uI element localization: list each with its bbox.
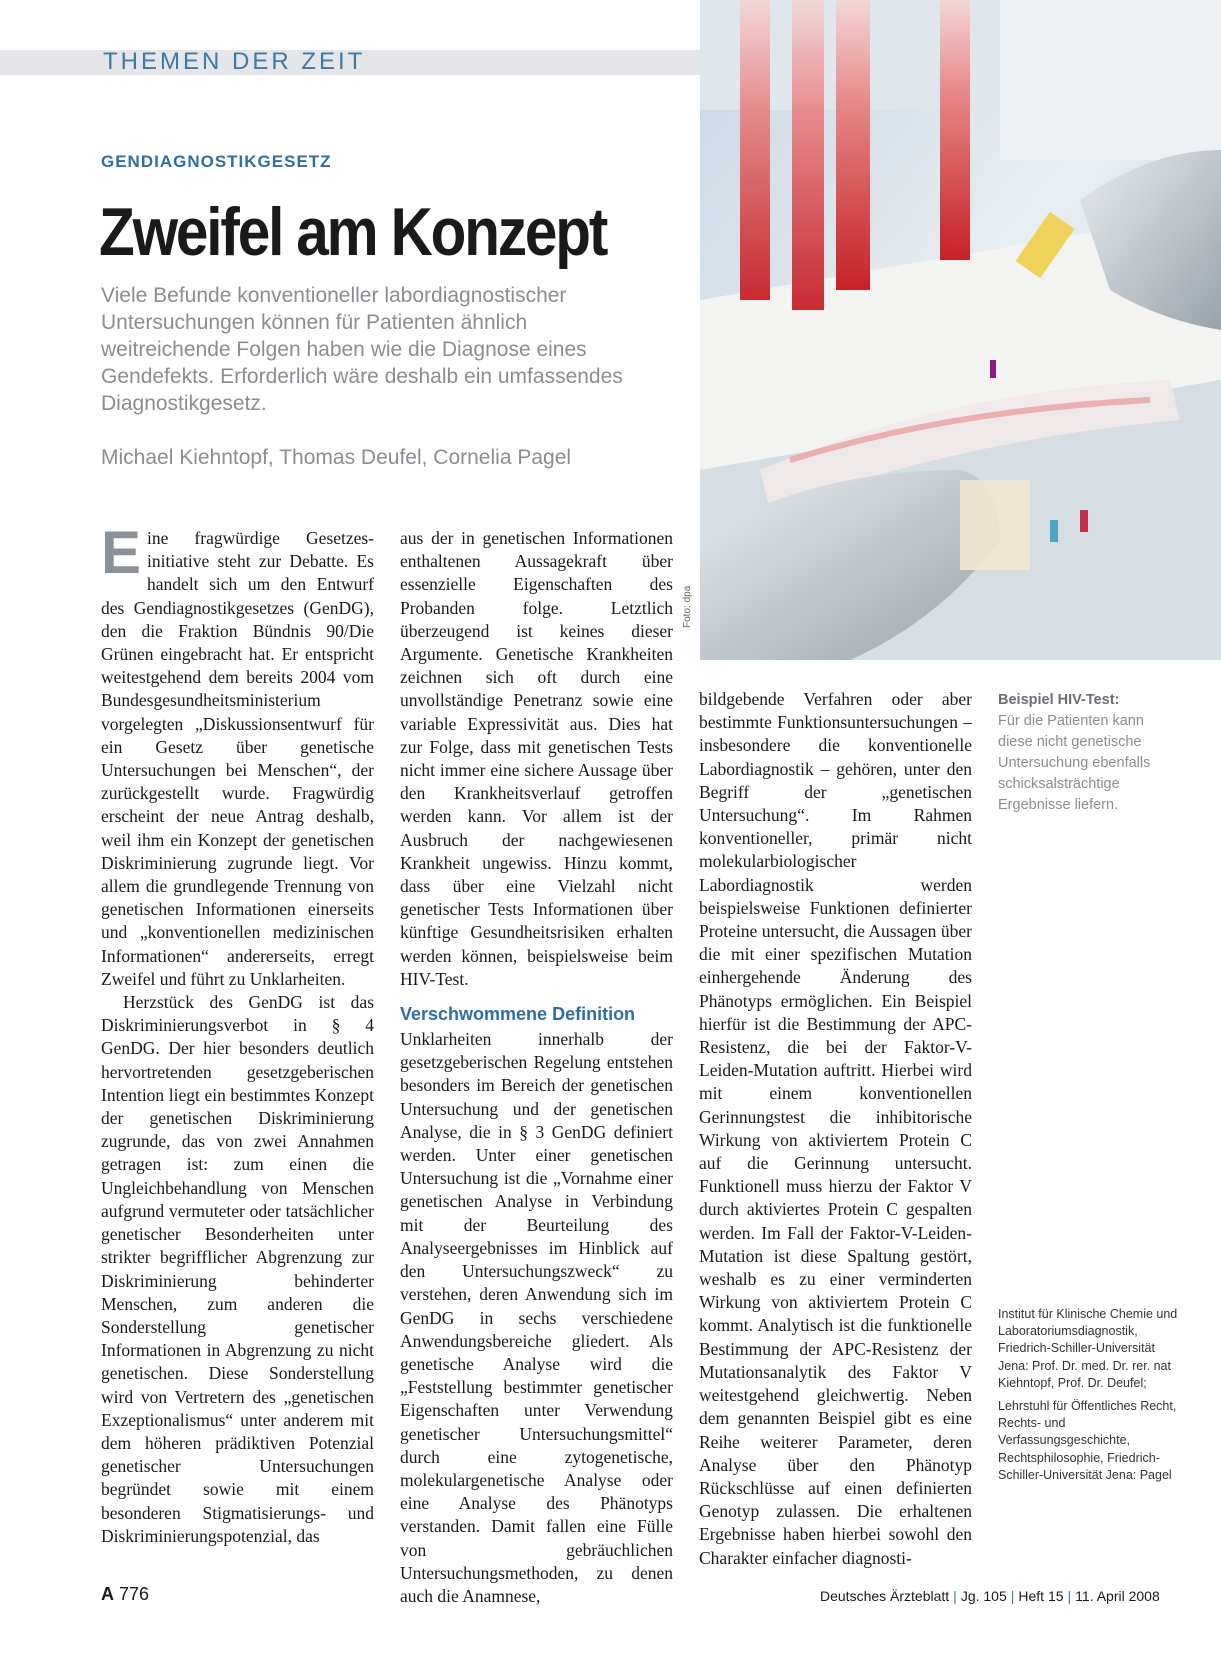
affiliation-entry: Institut für Klinische Chemie und Laboratoriumsdiagnostik, Friedrich-Schiller-Universität Jena: Prof. Dr. med. Dr. rer. nat Kiehntopf, Prof. Dr. Deufel; bbox=[998, 1307, 1178, 1390]
separator: | bbox=[953, 1588, 957, 1604]
article-title: Zweifel am Konzept bbox=[99, 194, 607, 270]
page-number-value: 776 bbox=[119, 1584, 150, 1604]
text-column-1 bbox=[101, 519, 374, 1548]
author-affiliations bbox=[998, 1306, 1178, 1490]
journal-date: 11. April 2008 bbox=[1075, 1588, 1160, 1604]
separator: | bbox=[1067, 1588, 1072, 1604]
caption-heading: Beispiel HIV-Test: bbox=[998, 692, 1120, 708]
section-label: THEMEN DER ZEIT bbox=[103, 48, 366, 75]
body-paragraph: Herzstück des GenDG ist das Diskriminierungsverbot in § 4 GenDG. Der hier besonders deutlich hervortretenden gesetzgeberischen Intention liegt ein bestimmtes Konzept der genetischen Diskriminierung zugrunde, das von zwei Annahmen getragen ist: zum einen die Ungleichbehandlung von Menschen aufgrund vermuteter oder tatsächlicher genetischer Besonderheiten unter strikter begrifflicher Abgrenzung zur Diskriminierung behinderter Menschen, zum anderen die Sonderstellung genetischer Informationen in Abgrenzung zu nicht genetischen. Diese Sonderstellung wird von Vertretern des „genetischen Exzeptionalismus“ unter anderem mit dem höheren prädiktiven Potenzial genetischer Untersuchungen begründet sowie mit einem besonderen Stigmatisierungs- und Diskriminierungspotenzial, das bbox=[101, 992, 374, 1546]
page-number bbox=[101, 1584, 149, 1605]
body-paragraph: aus der in genetischen Informationen enthaltenen Aussagekraft über essenzielle Eigenschaften des Probanden folge. Letztlich überzeugend ist keines dieser Argumente. Genetische Krankheiten zeichnen sich oft durch eine unvollständige Penetranz sowie eine variable Expressivität aus. Dies hat zur Folge, dass mit genetischen Tests nicht immer eine sichere Aussage über den Krankheitsverlauf getroffen werden kann. Vor allem ist der Ausbruch der nachgewiesenen Krankheit ungewiss. Hinzu kommt, dass über eine Vielzahl nicht genetischer Tests Informationen über künftige Gesundheitsrisiken erhalten werden können, beispielsweise beim HIV-Test. bbox=[400, 528, 673, 989]
drop-cap: E bbox=[101, 519, 142, 586]
subheading: Verschwommene Definition bbox=[400, 1004, 636, 1025]
article-authors: Michael Kiehntopf, Thomas Deufel, Cornelia Pagel bbox=[101, 446, 572, 469]
text-column-2 bbox=[400, 527, 673, 1608]
body-paragraph bbox=[101, 519, 374, 991]
lab-photo-illustration bbox=[700, 0, 1221, 660]
journal-footer bbox=[820, 1588, 1160, 1604]
photo-caption bbox=[998, 690, 1178, 816]
lab-photo bbox=[700, 0, 1221, 660]
separator: | bbox=[1010, 1588, 1015, 1604]
caption-text: Für die Patienten kann diese nicht genetische Untersuchung ebenfalls schicksalsträchtige Ergebnisse liefern. bbox=[998, 713, 1151, 813]
text-column-3 bbox=[699, 688, 972, 1570]
body-paragraph: Unklarheiten innerhalb der gesetzgeberischen Regelung entstehen besonders im Bereich der genetischen Untersuchung und der genetischen Analyse, die in § 3 GenDG definiert werden. Unter einer genetischen Untersuchung ist die „Vornahme einer genetischen Analyse in Verbindung mit der Beurteilung des Analyseergebnisses im Hinblick auf den Untersuchungszweck“ zu verstehen, deren Anwendung sich im GenDG in sechs verschiedene Anwendungsbereiche gliedert. Als genetische Analyse wird die „Feststellung bestimmter genetischer Eigenschaften unter Verwendung genetischer Untersuchungsmittel“ durch eine zytogenetische, molekulargenetische Analyse oder eine Analyse des Phänotyps verstanden. Damit fallen eine Fülle von gebräuchlichen Untersuchungsmethoden, zu denen auch die Anamnese, bbox=[400, 1029, 673, 1606]
page-prefix: A bbox=[101, 1584, 114, 1604]
affiliation-entry: Lehrstuhl für Öffentliches Recht, Rechts- und Verfassungsgeschichte, Rechtsphilosophie, Friedrich-Schiller-Universität Jena: Pagel bbox=[998, 1399, 1177, 1482]
paragraph-text: ine fragwürdige Gesetzes-initiative steht zur Debatte. Es handelt sich um den Entwurf des Gendiagnostikgesetzes (GenDG), den die Fraktion Bündnis 90/Die Grünen eingebracht hat. Er entspricht weitestgehend dem bereits 2004 vom Bundesgesundheitsministerium vorgelegten „Diskussionsentwurf für ein Gesetz über genetische Untersuchungen bei Menschen“, der zurückgestellt wurde. Fragwürdig erscheint der neue Antrag deshalb, weil ihm ein Konzept der genetischen Diskriminierung zugrunde liegt. Vor allem die grundlegende Trennung von genetischen Informationen einerseits und „konventionellen medizinischen Informationen“ andererseits, erregt Zweifel und führt zu Unklarheiten. bbox=[101, 528, 374, 989]
journal-name: Deutsches Ärzteblatt bbox=[820, 1588, 950, 1604]
article-kicker: GENDIAGNOSTIKGESETZ bbox=[101, 152, 332, 171]
journal-issue: Heft 15 bbox=[1018, 1588, 1064, 1604]
article-lead: Viele Befunde konventioneller labordiagnostischer Untersuchungen können für Patienten ähnlich weitreichende Folgen haben wie die Diagnose eines Gendefekts. Erforderlich wäre deshalb ein umfassendes Diagnostikgesetz. bbox=[101, 284, 623, 415]
body-paragraph: bildgebende Verfahren oder aber bestimmte Funktionsuntersuchungen – insbesondere die konventionelle Labordiagnostik – gehören, unter den Begriff der „genetischen Untersuchung“. Im Rahmen konventioneller, primär nicht molekularbiologischer Labordiagnostik werden beispielsweise Funktionen definierter Proteine untersucht, die Aussagen über die mit einer spezifischen Mutation einhergehende Änderung des Phänotyps ermöglichen. Ein Beispiel hierfür ist die Bestimmung der APC-Resistenz, die bei der Faktor-V-Leiden-Mutation auftritt. Hierbei wird mit einem konventionellen Gerinnungstest die inhibitorische Wirkung von aktiviertem Protein C auf die Gerinnung untersucht. Funktionell muss hierzu der Faktor V durch aktiviertes Protein C gespalten werden. Im Fall der Faktor-V-Leiden-Mutation ist diese Spaltung gestört, weshalb es zu einer verminderten Wirkung von aktiviertem Protein C kommt. Analytisch ist die funktionelle Bestimmung der APC-Resistenz der Mutationsanalytik des Faktor V weitestgehend gleichwertig. Neben dem genannten Beispiel gibt es eine Reihe weiterer Parameter, deren Analyse über den Phänotyp Rückschlüsse auf einen definierten Genotyp zulassen. Die erhaltenen Ergebnisse haben hierbei sowohl den Charakter einfacher diagnosti- bbox=[699, 689, 972, 1568]
photo-credit: Foto: dpa bbox=[682, 585, 693, 628]
journal-volume: Jg. 105 bbox=[960, 1588, 1007, 1604]
